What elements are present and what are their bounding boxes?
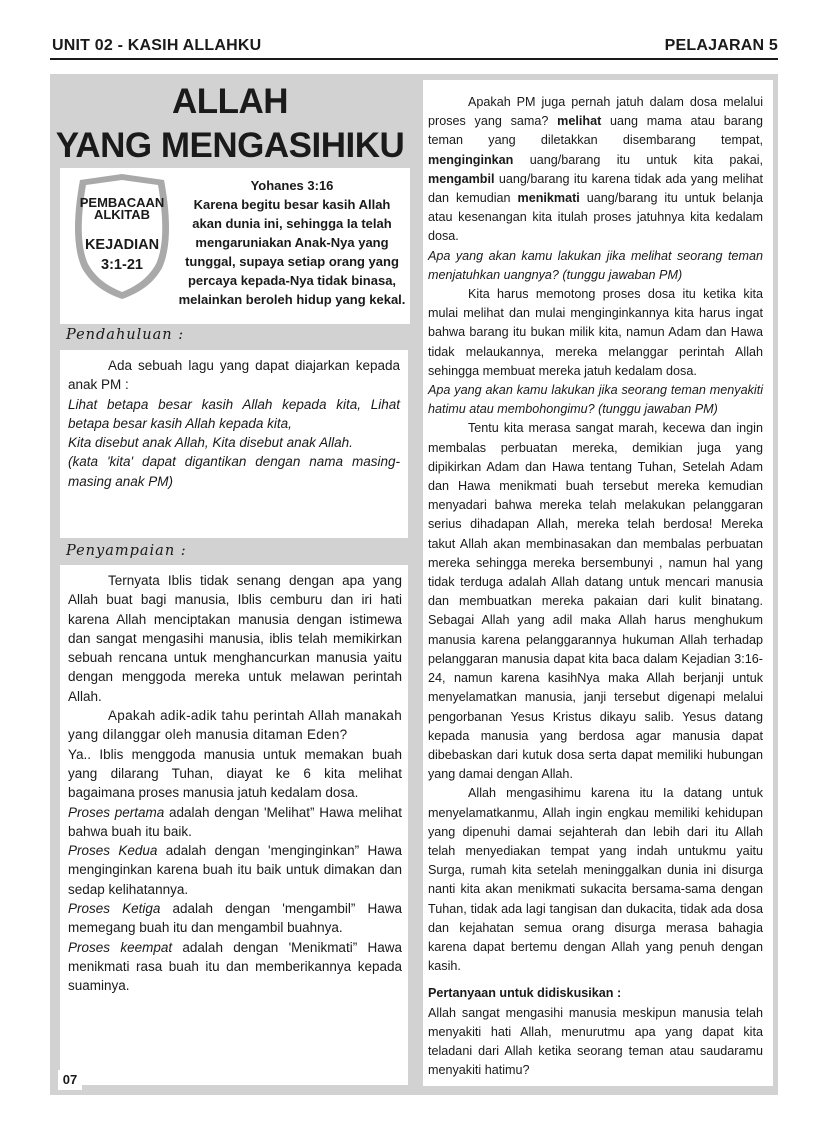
p1-text-e: uang/barang itu karena tidak ada yang melihat dan kemudian: [428, 171, 763, 206]
process-1-label: Proses pertama: [68, 804, 165, 820]
intro-song-line-2: Kita disebut anak Allah, Kita disebut anak Allah.: [68, 435, 353, 451]
delivery-paragraph-3: Ya.. Iblis menggoda manusia untuk memakan buah yang dilarang Tuhan, diayat ke 6 kita melihat bagaimana proses manusia jatuh kedalam dosa.: [68, 746, 402, 801]
intro-heading: Pendahuluan :: [66, 327, 185, 343]
lesson-number: PELAJARAN 5: [664, 37, 778, 54]
delivery-text: [68, 571, 402, 996]
shield-label-line2: ALKITAB: [93, 207, 151, 222]
right-question-2: Apa yang akan kamu lakukan jika seorang teman menyakiti hatimu atau membohongimu? (tunggu jawaban PM): [428, 383, 763, 417]
right-paragraph-4: Allah mengasihimu karena itu Ia datang untuk menyelamatkanmu, Allah ingin engkau memiliki kehidupan yang dipenuhi damai sejahterah dan lebih dari itu Allah telah menyediakan tempat yang indah untukmu yaitu Surga, rumah kita setelah meninggalkan dunia ini disurga nanti kita akan menikmati sukacita bersama-sama dengan Tuhan, tidak ada lagi tangisan dan dukacita, tidak ada dosa dan kejahatan semua orang disurga merasa bahagia karena dapat bertemu dengan Allah yang penuh dengan kasih.: [428, 786, 763, 974]
shield-reference: [66, 235, 178, 275]
intro-paragraph: Ada sebuah lagu yang dapat diajarkan kepada anak PM :: [68, 358, 400, 393]
delivery-paragraph-1: Ternyata Iblis tidak senang dengan apa yang Allah buat bagi manusia, Iblis cemburu dan iri hati karena Allah menciptakan manusia dengan istimewa dan sangat mengasihi manusia, iblis telah memikirkan sebuah rencana untuk menghancurkan manusia yaitu dengan menggoda mereka untuk melawan perintah Allah.: [68, 573, 402, 704]
page-header: [50, 36, 778, 60]
spacer: [428, 976, 763, 984]
unit-title: UNIT 02 - KASIH ALLAHKU: [52, 37, 262, 54]
p1-bold-mengambil: mengambil: [428, 171, 495, 186]
right-paragraph-2: Kita harus memotong proses dosa itu ketika kita mulai melihat dan mulai menginginkannya kita harus ingat bahwa barang itu bukan milik kita, namun Adam dan Hawa tidak melaukannya, mereka melanggar perintah Allah sehingga membuat mereka jatuh kedalam dosa.: [428, 287, 763, 378]
right-paragraph-3: Tentu kita merasa sangat marah, kecewa dan ingin membalas perbuatan mereka, demikian juga yang dipikirkan Adam dan Hawa tentang Tuhan, Setelah Adam dan Hawa menikmati buah tersebut mereka kemudian menyadari bahwa mereka telah melakukan pelanggaran serius dihadapan Allah, mereka telah berdosa! Mereka takut Allah akan membinasakan dan membalas perbuatan mereka sehingga mereka bersembunyi , namun hal yang tidak terduga adalah Allah datang untuk mencari manusia dan membuatkan mereka pakaian dari kulit binatang. Sebagai Allah yang adil maka Allah harus menghukum manusia karena pelanggarannya hukuman Allah terhadap pelanggaran manusia dapat kita baca dalam Kejadian 3:16-24, namun karena kasihNya maka Allah berjanji untuk menyelamatkan manusia, janji tersebut digenapi melalui pengorbanan Yesus Kristus dikayu salib. Yesus datang kepada manusia yang berdosa agar manusia dapat dibebaskan dari kutuk dosa serta dapat memiliki hubungan yang damai dengan Allah.: [428, 421, 763, 782]
page-title: [54, 80, 406, 168]
shield-label: [66, 197, 178, 221]
p1-text-a: Apakah PM juga pernah jatuh dalam dosa melalui proses yang sama?: [428, 95, 763, 129]
p1-text-c: uang mama atau barang teman yang diletakkan disembarang tempat,: [428, 114, 764, 148]
process-3-label: Proses Ketiga: [68, 901, 161, 917]
p1-bold-melihat: melihat: [557, 114, 602, 129]
shield-ref-line1: KEJADIAN: [84, 237, 160, 253]
intro-text: [68, 356, 400, 491]
process-3-text: adalah dengan 'mengambil” Hawa memegang buah itu dan mengambil buahnya.: [68, 901, 403, 936]
intro-song-line-1: Lihat betapa besar kasih Allah kepada kita, Lihat betapa besar kasih Allah kepada kita,: [68, 396, 400, 431]
process-4: [68, 938, 402, 996]
verse-reference: Yohanes 3:16: [250, 178, 334, 193]
memory-verse: [178, 176, 406, 309]
delivery-paragraph-2: Apakah adik-adik tahu perintah Allah manakah yang dilanggar oleh manusia ditaman Eden?: [68, 708, 402, 743]
shield-label-line1: PEMBACAAN: [79, 195, 165, 210]
discussion-heading: Pertanyaan untuk didiskusikan :: [428, 986, 622, 1001]
p1-bold-menikmati: menikmati: [517, 191, 580, 206]
title-line-1: ALLAH: [171, 82, 289, 121]
intro-note: (kata 'kita' dapat digantikan dengan nama masing-masing anak PM): [68, 454, 400, 489]
verse-text: Karena begitu besar kasih Allah akan dunia ini, sehingga Ia telah mengaruniakan Anak-Nya yang tunggal, supaya setiap orang yang percaya kepada-Nya tidak binasa, melainkan beroleh hidup yang kekal.: [178, 197, 406, 307]
process-2: [68, 841, 402, 899]
p1-bold-menginginkan: menginginkan: [428, 152, 514, 167]
process-3: [68, 899, 402, 938]
right-column-text: [428, 93, 763, 1080]
discussion-question: Allah sangat mengasihi manusia meskipun manusia telah menyakiti hati Allah, menurutmu apa yang dapat kita teladani dari Allah ketika seorang teman atau saudaramu menyakiti hatimu?: [428, 1005, 763, 1078]
process-2-text: adalah dengan 'menginginkan” Hawa menginginkan karena buah itu baik untuk dimakan dan sedap kelihatannya.: [68, 843, 402, 897]
right-paragraph-1: [428, 93, 763, 247]
process-4-label: Proses keempat: [68, 939, 173, 955]
delivery-heading: Penyampaian :: [66, 543, 187, 559]
process-2-label: Proses Kedua: [68, 843, 158, 859]
title-line-2: YANG MENGASIHIKU: [55, 126, 405, 165]
p1-text-d: uang/barang itu untuk kita pakai,: [513, 152, 763, 167]
process-4-text: adalah dengan 'Menikmati” Hawa menikmati rasa buah itu dan memberikannya kepada suaminya.: [68, 939, 403, 994]
page-number: 07: [58, 1070, 82, 1090]
process-1-text: adalah dengan 'Melihat” Hawa melihat bahwa buah itu baik.: [68, 804, 402, 839]
process-1: [68, 803, 402, 842]
p1-text-f: uang/barang itu untuk belanja atau kesenangan kita itulah proses jatuhnya kita kedalam dosa.: [428, 191, 763, 244]
shield-ref-line2: 3:1-21: [101, 257, 143, 273]
right-question-1: Apa yang akan kamu lakukan jika melihat seorang teman menjatuhkan uangnya? (tunggu jawaban PM): [428, 248, 763, 282]
